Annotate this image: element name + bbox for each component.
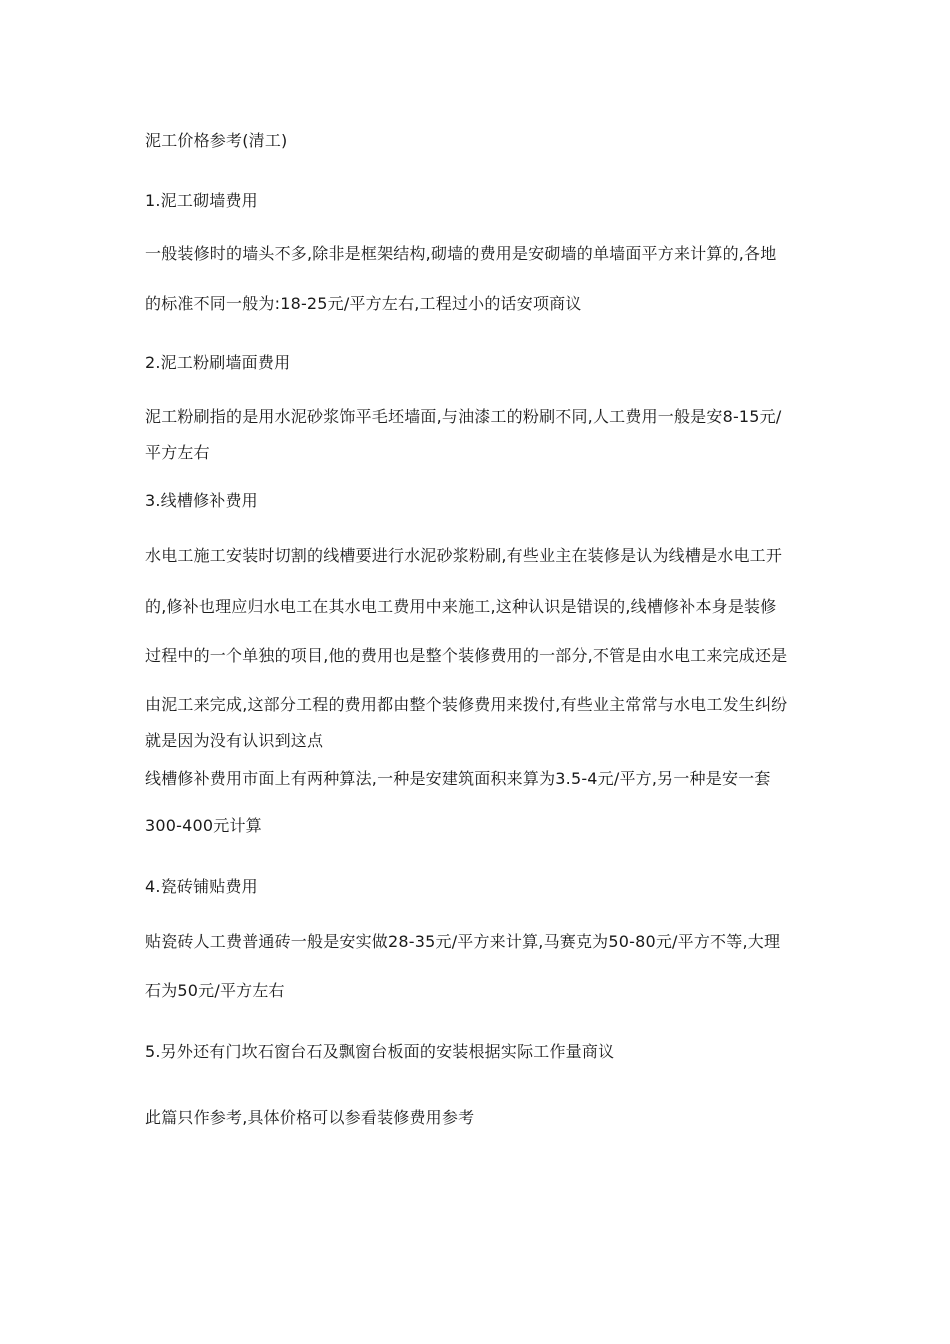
section-3-paragraph-line-6: 线槽修补费用市面上有两种算法,一种是安建筑面积来算为3.5-4元/平方,另一种是安一套 [145, 769, 771, 788]
section-2-paragraph-line-2: 平方左右 [145, 443, 210, 462]
section-1-heading: 1.泥工砌墙费用 [145, 191, 258, 210]
section-4-paragraph-line-2: 石为50元/平方左右 [145, 981, 285, 1000]
section-3-paragraph-line-2: 的,修补也理应归水电工在其水电工费用中来施工,这种认识是错误的,线槽修补本身是装修 [145, 597, 777, 616]
section-1-paragraph-line-1: 一般装修时的墙头不多,除非是框架结构,砌墙的费用是安砌墙的单墙面平方来计算的,各地 [145, 244, 777, 263]
document-title: 泥工价格参考(清工) [145, 131, 288, 150]
section-4-heading: 4.瓷砖铺贴费用 [145, 877, 258, 896]
section-1-paragraph-line-2: 的标准不同一般为:18-25元/平方左右,工程过小的话安项商议 [145, 294, 582, 313]
section-4-paragraph-line-1: 贴瓷砖人工费普通砖一般是安实做28-35元/平方来计算,马赛克为50-80元/平方不等,大理 [145, 932, 781, 951]
footer-note: 此篇只作参考,具体价格可以参看装修费用参考 [145, 1108, 475, 1127]
section-3-paragraph-line-1: 水电工施工安装时切割的线槽要进行水泥砂浆粉刷,有些业主在装修是认为线槽是水电工开 [145, 546, 783, 565]
section-3-paragraph-line-7: 300-400元计算 [145, 816, 262, 835]
section-3-paragraph-line-5: 就是因为没有认识到这点 [145, 731, 324, 750]
section-2-paragraph-line-1: 泥工粉刷指的是用水泥砂浆饰平毛坯墙面,与油漆工的粉刷不同,人工费用一般是安8-15元/ [145, 407, 782, 426]
section-3-paragraph-line-3: 过程中的一个单独的项目,他的费用也是整个装修费用的一部分,不管是由水电工来完成还是 [145, 646, 788, 665]
section-3-heading: 3.线槽修补费用 [145, 491, 258, 510]
section-5-heading: 5.另外还有门坎石窗台石及飘窗台板面的安装根据实际工作量商议 [145, 1042, 615, 1061]
section-2-heading: 2.泥工粉刷墙面费用 [145, 353, 291, 372]
section-3-paragraph-line-4: 由泥工来完成,这部分工程的费用都由整个装修费用来拨付,有些业主常常与水电工发生纠纷 [145, 695, 788, 714]
